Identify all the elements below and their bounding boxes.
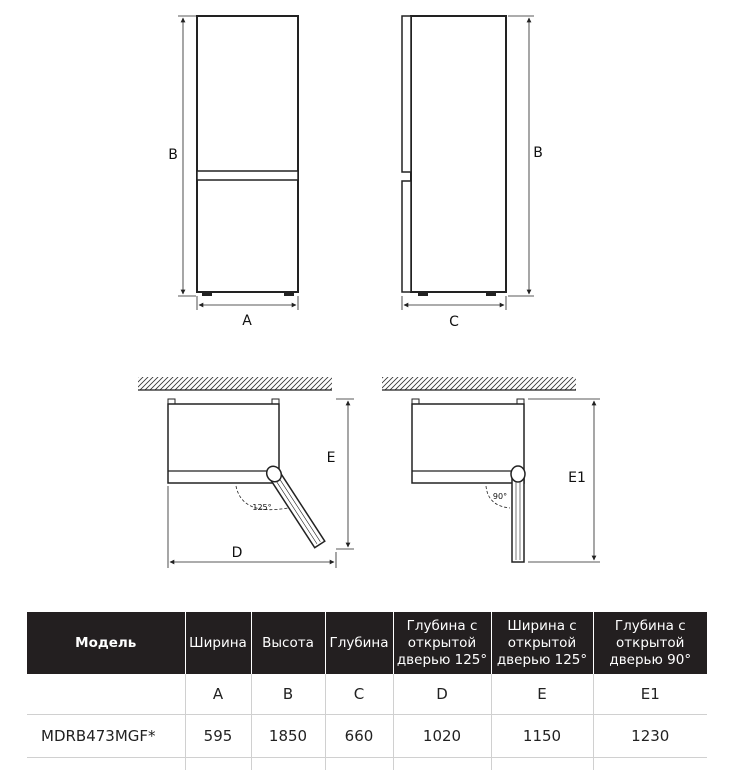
letter-cell: E1 [593,674,707,715]
top-view-door-90 [382,377,600,562]
letter-cell: D [393,674,491,715]
value-cell: 1150 [491,715,593,758]
table-spacer-row [27,758,707,770]
fridge-front-foot-right [284,292,294,296]
header-width-open-125: Ширина с открытой дверью 125° [491,612,593,674]
fridge-side-view [402,16,543,330]
value-cell: 1020 [393,715,491,758]
fridge-front-body [197,16,298,292]
side-depth-label: C [449,314,459,330]
header-depth-open-90: Глубина с открытой дверью 90° [593,612,707,674]
top90-depth-label: E1 [568,470,586,486]
table-header-row [27,612,707,674]
letter-cell: B [251,674,325,715]
header-width: Ширина [185,612,251,674]
fridge-side-foot-back [486,292,496,296]
fridge-side-lower-door [402,181,411,292]
header-depth: Глубина [325,612,393,674]
header-height: Высота [251,612,325,674]
fridge-side-body [411,16,506,292]
angle-label-125: 125° [252,503,271,512]
fridge-front-view [168,16,298,329]
table-letter-row [27,674,707,715]
table-row [27,715,707,758]
header-depth-open-125: Глубина с открытой дверью 125° [393,612,491,674]
value-cell: 660 [325,715,393,758]
top-view-door-125 [138,377,354,568]
fridge-front-foot-left [202,292,212,296]
open-door-125 [264,463,326,548]
fridge-side-upper-door [402,16,411,172]
value-cell: 1230 [593,715,707,758]
dimensions-table [27,612,707,770]
wall-hatch-left [138,377,332,390]
value-cell: 1850 [251,715,325,758]
front-width-label: A [242,313,252,329]
top125-width-label: D [232,545,243,561]
side-height-label: B [533,145,543,161]
letter-cell: C [325,674,393,715]
angle-label-90: 90° [493,492,507,501]
letter-cell: E [491,674,593,715]
front-height-label: B [168,147,178,163]
open-door-90 [511,466,525,562]
value-cell: 595 [185,715,251,758]
letter-cell [27,674,185,715]
fridge-front-divider [197,171,298,180]
model-name-cell: MDRB473MGF* [27,715,185,758]
wall-hatch-right [382,377,576,390]
letter-cell: A [185,674,251,715]
top125-depth-label: E [327,450,336,466]
fridge-side-foot-front [418,292,428,296]
header-model: Модель [27,612,185,674]
